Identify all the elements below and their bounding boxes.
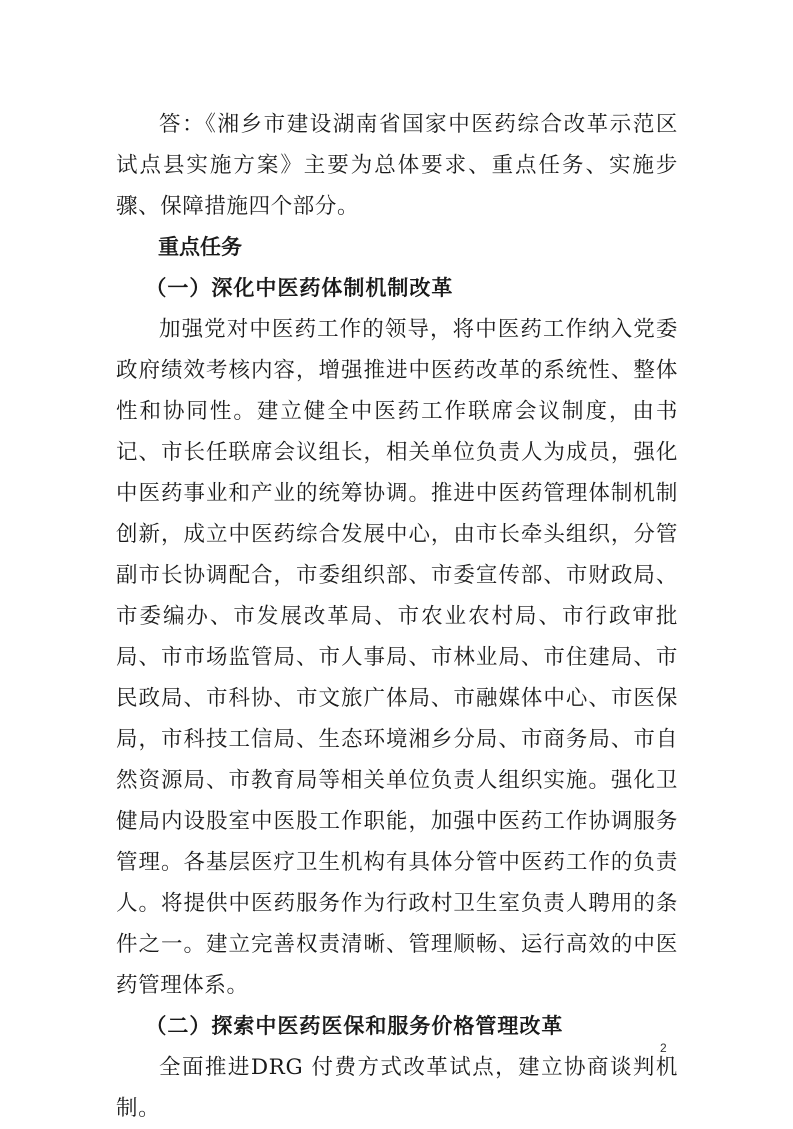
subsection-heading-1: （一）深化中医药体制机制改革	[145, 276, 454, 300]
section-heading: 重点任务	[158, 235, 242, 259]
page-number: 2	[660, 1041, 667, 1055]
answer-paragraph: 答：《湘乡市建设湖南省国家中医药综合改革示范区试点县实施方案》主要为总体要求、重点任务、实施步骤、保障措施四个部分。	[116, 112, 678, 219]
document-body	[116, 104, 678, 1129]
subsection-heading-2: （二）探索中医药医保和服务价格管理改革	[145, 1014, 564, 1038]
subsection-1-body: 加强党对中医药工作的领导，将中医药工作纳入党委政府绩效考核内容，增强推进中医药改革的系统性、整体性和协同性。建立健全中医药工作联席会议制度，由书记、市长任联席会议组长，相关单位负责人为成员，强化中医药事业和产业的统筹协调。推进中医药管理体制机制创新，成立中医药综合发展中心，由市长牵头组织，分管副市长协调配合，市委组织部、市委宣传部、市财政局、市委编办、市发展改革局、市农业农村局、市行政审批局、市市场监管局、市人事局、市林业局、市住建局、市民政局、市科协、市文旅广体局、市融媒体中心、市医保局，市科技工信局、生态环境湘乡分局、市商务局、市自然资源局、市教育局等相关单位负责人组织实施。强化卫健局内设股室中医股工作职能，加强中医药工作协调服务管理。各基层医疗卫生机构有具体分管中医药工作的负责人。将提供中医药服务作为行政村卫生室负责人聘用的条件之一。建立完善权责清晰、管理顺畅、运行高效的中医药管理体系。	[116, 317, 678, 998]
subsection-2-body: 全面推进DRG 付费方式改革试点，建立协商谈判机制。	[116, 1055, 678, 1121]
